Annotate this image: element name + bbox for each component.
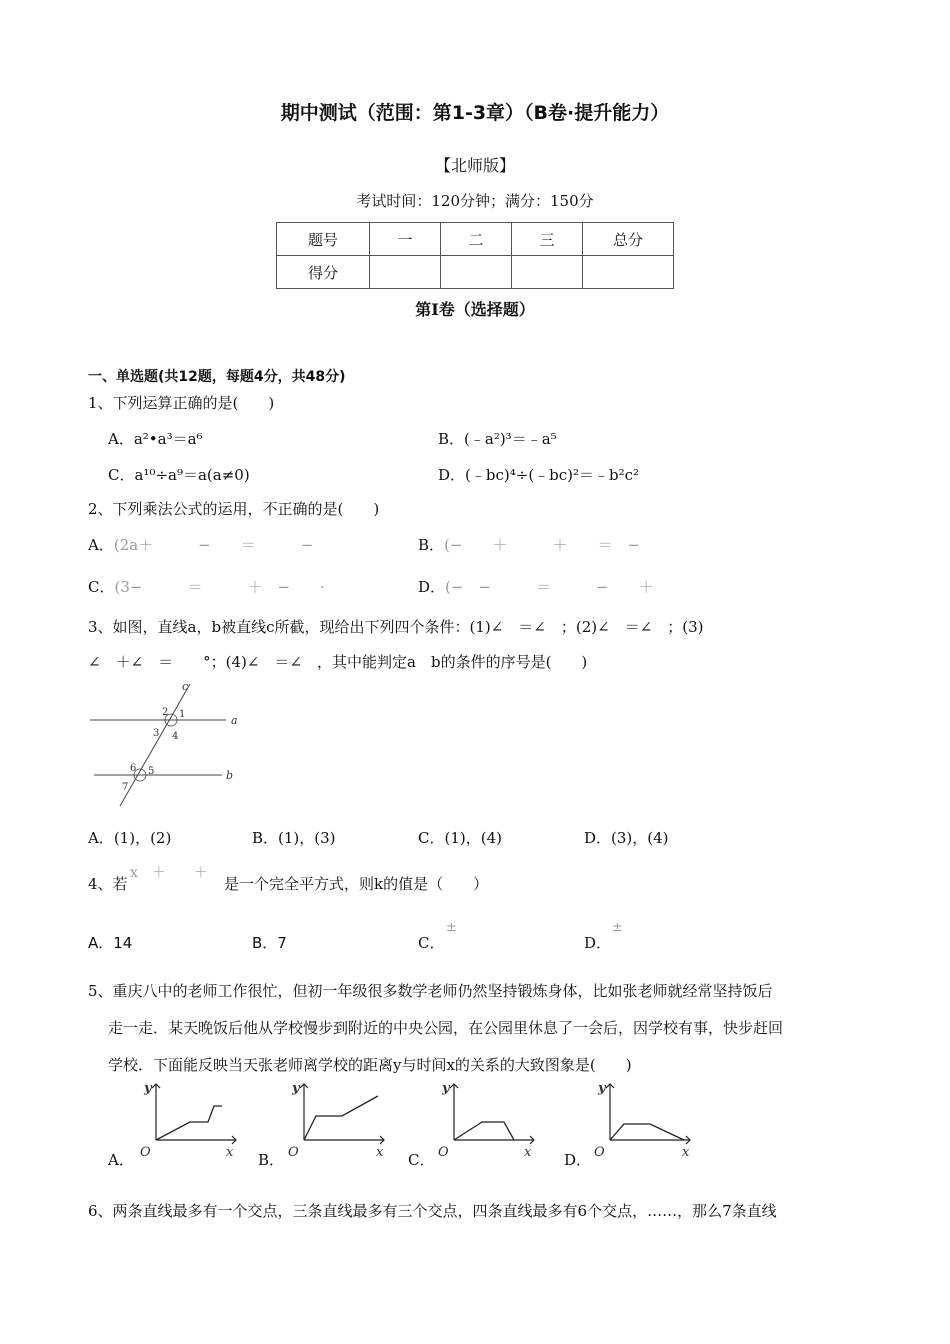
edition-label: 【北师版】 <box>434 156 515 175</box>
score-table-score-row <box>277 256 674 289</box>
q3-option-d: D．(3)，(4) <box>584 829 669 847</box>
q4-option-d-formula: ± <box>612 920 623 935</box>
q2-option-a-formula: (2a＋ − ＝ − <box>113 536 314 554</box>
q6-stem-line1: 6、两条直线最多有一个交点，三条直线最多有三个交点，四条直线最多有6个交点，……，那么7条直线 <box>88 1202 777 1220</box>
q3-stem-line2: ∠ ＋∠ ＝ °；(4)∠ ＝∠ ，其中能判定a b的条件的序号是( ) <box>88 653 588 671</box>
q3-stem-line1: 3、如图，直线a，b被直线c所截，现给出下列四个条件：(1)∠ ＝∠ ；(2)∠ ＝∠ ；(3) <box>88 618 704 636</box>
q5-stem-line3: 学校．下面能反映当天张老师离学校的距离y与时间x的关系的大致图象是( ) <box>108 1056 632 1074</box>
y-label: y <box>598 1081 606 1096</box>
angle-1-label: 1 <box>179 709 186 720</box>
y-label: y <box>144 1081 152 1096</box>
score-cell <box>441 256 512 289</box>
angle-7-label: 7 <box>122 782 129 793</box>
score-cell: 一 <box>370 223 441 256</box>
q5-stem-line1: 5、重庆八中的老师工作很忙，但初一年级很多数学老师仍然坚持锻炼身体，比如张老师就经常坚持饭后 <box>88 982 773 1000</box>
q2-option-a-label: A． <box>88 536 114 554</box>
graph-a-curve <box>156 1106 222 1140</box>
origin-label: O <box>438 1145 449 1160</box>
q4-option-c-label: C． <box>418 934 445 952</box>
angle-4-label: 4 <box>172 731 179 742</box>
origin-label: O <box>140 1145 151 1160</box>
y-label: y <box>292 1081 300 1096</box>
q4-option-b: B．7 <box>252 934 287 952</box>
q2-option-c-label: C． <box>88 578 115 596</box>
score-table <box>276 222 674 289</box>
score-table-header-row <box>277 223 674 256</box>
q1-option-d: D．(﹣bc)⁴÷(﹣bc)²＝﹣b²c² <box>438 466 640 484</box>
q1-option-c: C．a¹⁰÷a⁹＝a(a≠0) <box>108 466 250 484</box>
score-cell <box>370 256 441 289</box>
q2-option-b-formula: (− ＋ ＋ ＝ − <box>444 536 641 554</box>
q5-option-a-label: A． <box>108 1151 134 1169</box>
angle-6-label: 6 <box>130 763 137 774</box>
x-label: x <box>524 1145 532 1160</box>
score-cell: 题号 <box>277 223 370 256</box>
y-label: y <box>442 1081 450 1096</box>
q2-option-d-formula: (− − ＝ − ＋ <box>445 578 654 596</box>
q2-option-c-formula: (3− ＝ ＋ − · <box>114 578 325 596</box>
q3-option-b: B．(1)，(3) <box>252 829 336 847</box>
label-b: b <box>226 769 234 782</box>
x-label: x <box>226 1145 234 1160</box>
q2-option-b <box>418 534 640 555</box>
q2-option-b-label: B． <box>418 536 445 554</box>
graph-b-curve <box>304 1096 378 1140</box>
q5-option-c-label: C． <box>408 1151 435 1169</box>
origin-label: O <box>288 1145 299 1160</box>
q2-option-d <box>418 576 654 597</box>
q5-stem-line2: 走一走．某天晚饭后他从学校慢步到附近的中央公园，在公园里休息了一会后，因学校有事，快步赶回 <box>108 1019 784 1037</box>
score-cell <box>512 256 583 289</box>
q2-option-c <box>88 576 325 597</box>
q3-option-a: A．(1)，(2) <box>88 829 172 847</box>
page-title: 期中测试（范围：第1-3章）（B卷·提升能力） <box>280 102 670 124</box>
q5-graph-c <box>428 1078 538 1160</box>
exam-info: 考试时间：120分钟；满分：150分 <box>356 192 594 210</box>
line-c <box>120 684 190 806</box>
q1-option-a: A．a²•a³＝a⁶ <box>108 430 203 448</box>
q4-option-c-formula: ± <box>446 920 457 935</box>
q2-option-d-label: D． <box>418 578 446 596</box>
q2-option-a <box>88 534 313 555</box>
label-c: c <box>182 680 189 693</box>
angle-2-label: 2 <box>162 707 169 718</box>
angle-5-label: 5 <box>148 766 155 777</box>
score-cell: 三 <box>512 223 583 256</box>
origin-label: O <box>594 1145 605 1160</box>
q5-option-d-label: D． <box>564 1151 592 1169</box>
q3-figure <box>86 680 246 810</box>
q1-option-b: B．(﹣a²)³＝﹣a⁵ <box>438 430 557 448</box>
q4-stem-prefix: 4、若 <box>88 875 128 893</box>
q5-graph-a <box>130 1078 240 1160</box>
score-cell: 二 <box>441 223 512 256</box>
q2-stem: 2、下列乘法公式的运用，不正确的是( ) <box>88 500 380 518</box>
q4-expression: x ＋ ＋ <box>130 865 208 881</box>
section-title: 一、单选题(共12题，每题4分，共48分) <box>88 369 346 385</box>
score-cell <box>583 256 674 289</box>
q4-stem-suffix: 是一个完全平方式，则k的值是（ ） <box>224 875 489 893</box>
q5-graph-b <box>278 1078 388 1160</box>
graph-d-curve <box>610 1124 684 1140</box>
q4-option-a: A．14 <box>88 934 133 952</box>
score-cell: 总分 <box>583 223 674 256</box>
q1-stem: 1、下列运算正确的是( ) <box>88 394 275 412</box>
label-a: a <box>231 714 238 727</box>
q4-option-d-label: D． <box>584 934 612 952</box>
x-label: x <box>682 1145 690 1160</box>
q5-option-b-label: B． <box>258 1151 285 1169</box>
q5-graph-d <box>584 1078 694 1160</box>
score-cell: 得分 <box>277 256 370 289</box>
angle-3-label: 3 <box>153 728 160 739</box>
q3-option-c: C．(1)，(4) <box>418 829 502 847</box>
graph-c-curve <box>454 1122 514 1140</box>
part-title: 第Ⅰ卷（选择题） <box>415 300 535 319</box>
x-label: x <box>376 1145 384 1160</box>
